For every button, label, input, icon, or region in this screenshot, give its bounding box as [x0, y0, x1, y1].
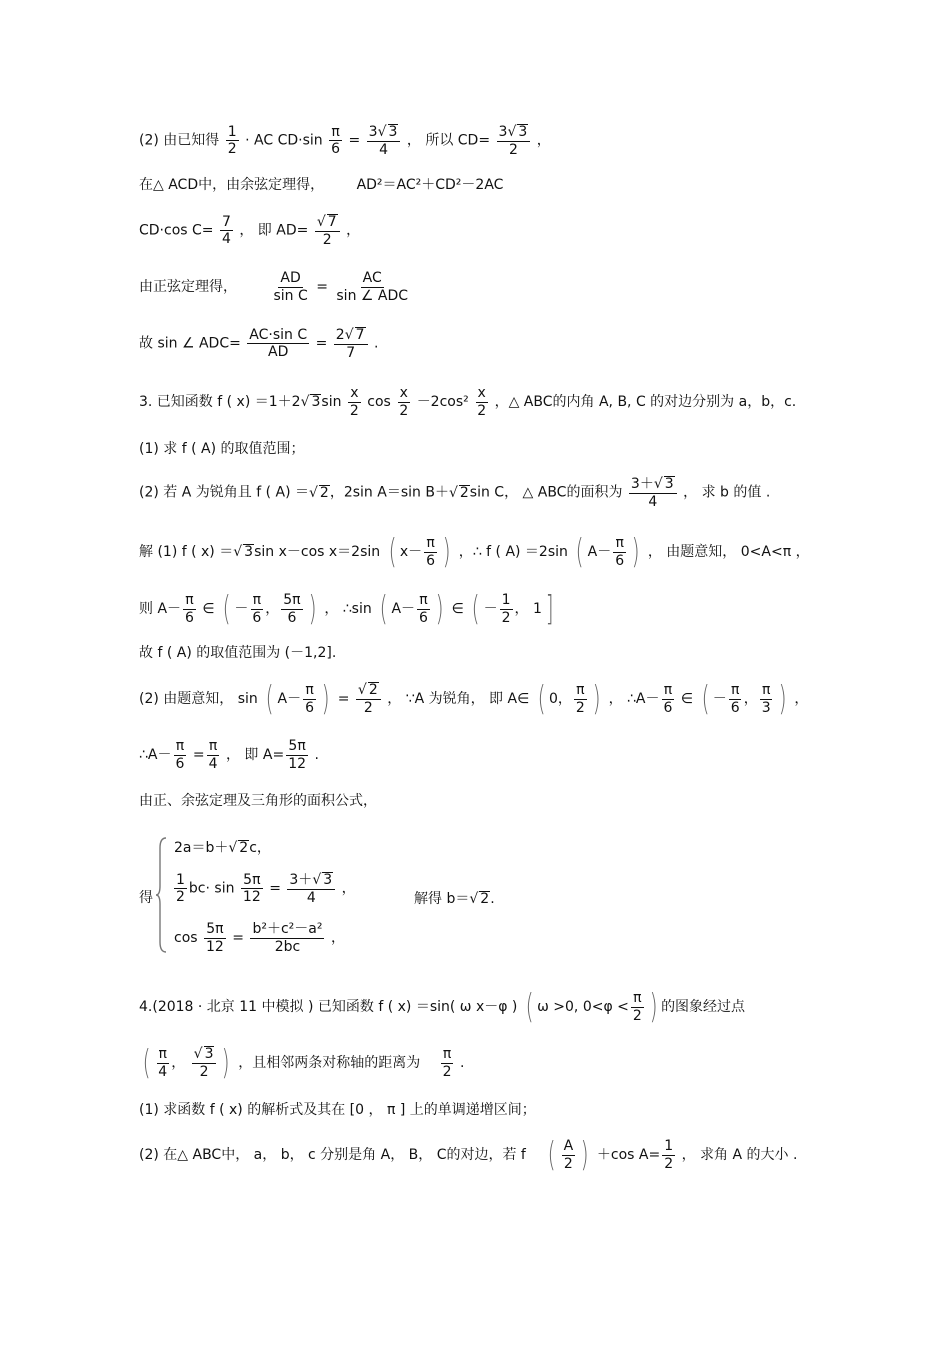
fraction: $\frac{5\pi}{12}$	[242, 871, 261, 906]
fraction: $\frac{√ 7}{2}$	[315, 214, 340, 247]
sqrt: √ 3	[233, 544, 254, 560]
fraction: $\frac{2√ 7}{7}$	[334, 327, 368, 360]
text-line-2: 在△ ACD中，由余弦定理得， AD²＝AC²＋CD²－2AC	[139, 177, 504, 193]
text-line-1: (2) 由已知得 $\frac{1}{2}$ · AC CD·sin $\frac{\pi}{6}$ = $\frac{3√ 3}{4}$ ， 所以 CD= $\frac{3√ 3}{2}$ ，	[139, 123, 551, 158]
system-label: 得	[139, 890, 153, 906]
sqrt: √ 7	[344, 327, 365, 343]
fraction: $\frac{\pi}{6}$	[663, 681, 673, 716]
fraction: $\frac{√ 3}{2}$	[192, 1046, 217, 1079]
fraction: $\frac{\pi}{6}$	[331, 123, 341, 158]
fraction: $\frac{x}{2}$	[399, 385, 409, 419]
text-line-17: (1) 求函数 f ( x) 的解析式及其在 [0 ， π ] 上的单调递增区间；	[139, 1102, 536, 1118]
text-line-8: (2) 若 A 为锐角且 f ( A) ＝√ 2，2sin A＝sin B＋√ 2sin C， △ ABC的面积为 $\frac{3+√ 3}{4}$ ， 求 b 的值 .	[139, 476, 771, 510]
sqrt: √ 2	[469, 891, 490, 907]
text-line-18: (2) 在△ ABC中， a， b， c 分别是角 A， B， C的对边，若 f ( $\frac{A}{2}$ ) ＋cos A= $\frac{1}{2}$ ， 求角 A 的大小 .	[139, 1135, 798, 1175]
fraction: $\frac{7}{4}$	[221, 213, 231, 248]
fraction: $\frac{5\pi}{6}$	[283, 591, 301, 626]
system-row-3: cos $\frac{5\pi}{12}$ = $\frac{\text{b²＋c²－a²}}{2bc}$ ，	[174, 921, 345, 955]
fraction: $\frac{\pi}{6}$	[419, 591, 428, 626]
sqrt: √ 2	[357, 682, 378, 699]
sqrt: √ 7	[316, 214, 337, 230]
fraction: $\frac{1}{2}$	[664, 1137, 674, 1172]
solution-b: 解得 b＝√ 2.	[414, 891, 495, 907]
fraction: $\frac{5\pi}{12}$	[288, 738, 307, 772]
fraction: $\frac{\pi}{4}$	[208, 738, 218, 772]
fraction: $\frac{x}{2}$	[477, 385, 487, 419]
fraction: $\frac{\pi}{6}$	[426, 534, 436, 569]
fraction: $\frac{\pi}{2}$	[575, 681, 585, 716]
sqrt: √ 3	[507, 124, 528, 140]
fraction: $\frac{3+√ 3}{4}$	[629, 476, 677, 509]
fraction: $\frac{3√ 3}{2}$	[497, 124, 531, 157]
sqrt: √ 3	[653, 476, 674, 492]
text-line-7: (1) 求 f ( A) 的取值范围；	[139, 441, 305, 457]
text-line-14: 由正、余弦定理及三角形的面积公式，	[139, 793, 377, 809]
sqrt: √ 3	[312, 872, 333, 888]
fraction: $\frac{\pi}{6}$	[305, 681, 315, 716]
text-line-10: 则 A－ $\frac{\pi}{6}$ ∈ ( － $\frac{\pi}{6}$ ， $\frac{5\pi}{6}$ ) ， ∴sin ( A－ $\frac{\pi}{6}$ ) ∈ ( － $\frac{1}{2}$ ， 1 ]	[139, 589, 554, 629]
fraction: $\frac{\pi}{6}$	[175, 738, 185, 772]
text-line-9: 解 (1) f ( x) ＝√ 3sin x－cos x＝2sin ( x－ $\frac{\pi}{6}$ ) ，∴ f ( A) ＝2sin ( A－ $\frac{\pi}{6}$ ) ， 由题意知， 0<A<π ，	[139, 532, 810, 572]
fraction: $\frac{\pi}{4}$	[158, 1045, 168, 1080]
sqrt: √ 3	[377, 124, 398, 140]
fraction: $\frac{x}{2}$	[349, 385, 359, 419]
problem-3-statement: 3. 已知函数 f ( x) ＝1＋2√ 3sin $\frac{x}{2}$ cos $\frac{x}{2}$ －2cos² $\frac{x}{2}$ ，△ ABC的内角 A, B, C 的对边分别为 a，b，c.	[139, 385, 797, 419]
fraction: $\frac{\pi}{6}$	[185, 591, 194, 626]
fraction: $\frac{1}{2}$	[176, 871, 185, 906]
left-brace	[156, 836, 168, 954]
text-line-16: ( $\frac{\pi}{4}$ ， $\frac{√ 3}{2}$ ) ，且相邻两条对称轴的距离为 $\frac{\pi}{2}$ .	[142, 1043, 465, 1083]
fraction: $\frac{\text{b²＋c²－a²}}{2bc}$	[252, 921, 323, 955]
sqrt: √ 3	[193, 1046, 214, 1063]
fraction: $\frac{\pi}{6}$	[730, 681, 740, 716]
fraction: $\frac{5\pi}{12}$	[206, 921, 224, 955]
fraction: $\frac{\pi}{2}$	[632, 989, 642, 1024]
text-line-13: ∴A－ $\frac{\pi}{6}$ = $\frac{\pi}{4}$ ， 即 A= $\frac{5\pi}{12}$ .	[139, 738, 319, 772]
fraction: $\frac{\pi}{6}$	[615, 534, 625, 569]
fraction: $\frac{3+√ 3}{4}$	[287, 872, 335, 905]
system-row-2: $\frac{1}{2}$ bc· sin $\frac{5\pi}{12}$ = $\frac{3+√ 3}{4}$ ，	[176, 871, 356, 906]
fraction: $\frac{\pi}{2}$	[442, 1045, 452, 1080]
fraction: $\frac{√ 2}{2}$	[356, 682, 381, 715]
sqrt: √ 2	[448, 484, 469, 501]
fraction: $\frac{1}{2}$	[227, 123, 237, 158]
text-line-4: 由正弦定理得， $\frac{AD}{\text{sin C}}$ = $\frac{AC}{\text{sin ∠ ADC}}$	[139, 270, 409, 304]
text-line-11: 故 f ( A) 的取值范围为 (－1,2].	[139, 645, 337, 661]
fraction: $\frac{3√ 3}{4}$	[367, 124, 401, 157]
fraction: $\frac{AD}{\text{sin C}}$	[273, 270, 308, 304]
text-line-12: (2) 由题意知， sin ( A－ $\frac{\pi}{6}$ ) = $\frac{√ 2}{2}$ ， ∵A 为锐角， 即 A∈ ( 0， $\frac{\pi}{2}$ ) ， ∴A－ $\frac{\pi}{6}$ ∈ ( － $\frac{\pi}{6}$ ， $\frac{\pi}{3}$ ) ，	[139, 679, 809, 719]
fraction: $\frac{\pi}{6}$	[252, 591, 262, 626]
fraction: $\frac{A}{2}$	[563, 1137, 574, 1172]
sqrt: √ 3	[300, 394, 321, 411]
system-row-1: 2a＝b＋√ 2c，	[174, 840, 271, 856]
text-line-3: CD·cos C= $\frac{7}{4}$ ， 即 AD= $\frac{√ 7}{2}$ ，	[139, 213, 361, 248]
problem-4-statement: 4.(2018 · 北京 11 中模拟 ) 已知函数 f ( x) ＝sin( ω x－φ ) ( ω >0, 0<φ < $\frac{\pi}{2}$ ) 的图象经过点	[139, 987, 746, 1027]
text-line-5: 故 sin ∠ ADC= $\frac{\text{AC·sin C}}{AD}$ = $\frac{2√ 7}{7}$ .	[139, 326, 379, 361]
fraction: $\frac{\text{AC·sin C}}{AD}$	[249, 326, 308, 361]
fraction: $\frac{AC}{\text{sin ∠ ADC}}$	[336, 270, 409, 304]
fraction: $\frac{1}{2}$	[501, 591, 511, 626]
sqrt: √ 2	[309, 484, 329, 501]
fraction: $\frac{\pi}{3}$	[761, 681, 771, 716]
sqrt: √ 2	[228, 840, 249, 856]
